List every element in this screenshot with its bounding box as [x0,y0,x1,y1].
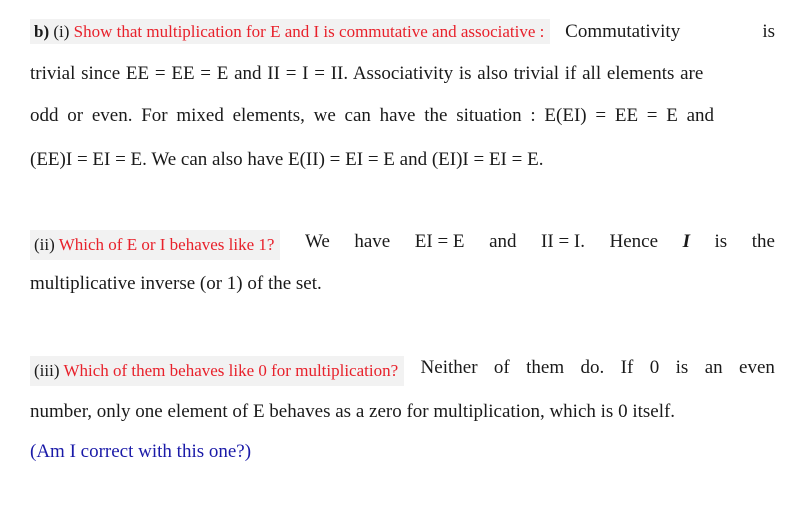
q3-number: (iii) [34,361,64,380]
answer-line-4: (EE)I = EI = E. We can also have E(II) = EI = E and (EI)I = EI = E. [30,149,544,170]
q1-number: (i) [49,22,74,41]
followup-question: (Am I correct with this one?) [30,441,252,462]
q3-word: even [739,357,775,378]
q2-highlight [30,230,280,260]
answer-line-3: odd or even. For mixed elements, we can have the situation : E(EI) = EE = E and [30,105,715,126]
q1-answer-start: Commutativity [565,21,681,42]
answer-line-2: trivial since EE = EE = E and II = I = II. Associativity is also trivial if all elements are [30,63,704,84]
q3-word: 0 [649,357,660,378]
q2-word: and [489,231,517,252]
q3-word: If [620,357,634,378]
q2-word: I [682,231,690,252]
q3-line [30,356,775,386]
q3-highlight [30,356,404,386]
q1-highlight [30,19,550,44]
q2-text: Which of E or I behaves like 1? [58,235,275,254]
q3-word: an [704,357,723,378]
q2-word: II = I. [541,231,585,252]
q2-word: is [714,231,728,252]
q3-word: do. [580,357,605,378]
q3-word: them [526,357,565,378]
q1-answer-is: is [762,21,775,42]
q3-word: Neither [420,357,478,378]
q2-word: Hence [609,231,659,252]
part-label: b) [34,22,50,41]
q2-line [30,230,775,260]
q2-word: have [354,231,391,252]
q2-number: (ii) [34,235,59,254]
q2-word: We [304,231,330,252]
q1-text: Show that multiplication for E and I is commutative and associative : [73,22,545,41]
q3-text: Which of them behaves like 0 for multiplication? [63,361,399,380]
q3-answer-line-2: number, only one element of E behaves as a zero for multiplication, which is 0 itself. [30,401,676,422]
q2-word: EI = E [414,231,465,252]
q3-word: of [493,357,510,378]
q2-word: the [751,231,775,252]
q1-line [30,20,775,44]
q2-answer-line-2: multiplicative inverse (or 1) of the set. [30,273,322,294]
q3-word: is [675,357,689,378]
q1-prompt [30,20,680,44]
